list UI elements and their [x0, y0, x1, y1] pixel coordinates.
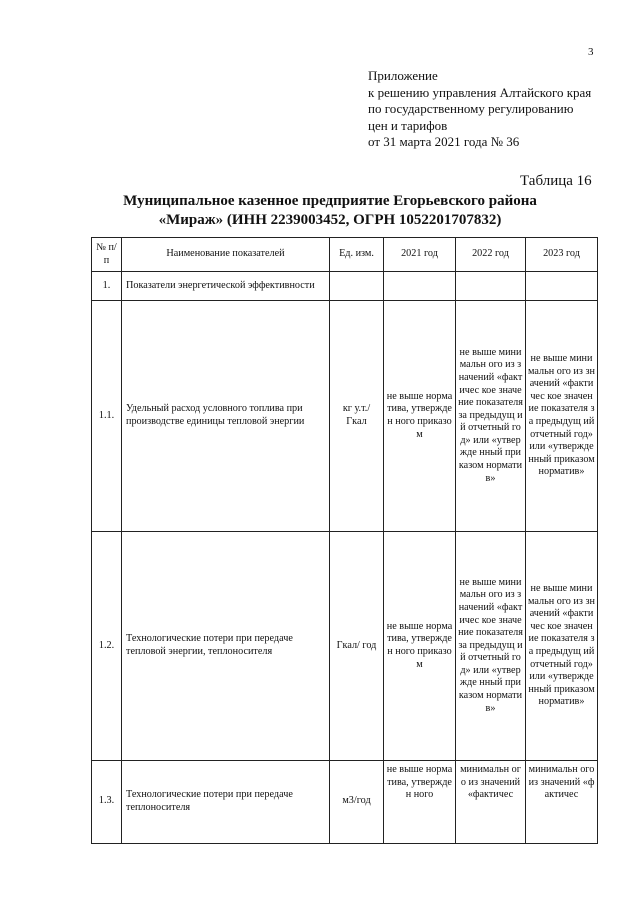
row-num: 1.3. — [92, 761, 122, 844]
row-num: 1.1. — [92, 301, 122, 532]
appendix-block — [368, 68, 591, 151]
appendix-line: Приложение — [368, 68, 438, 83]
table-row — [92, 761, 598, 844]
header-2022: 2022 год — [456, 238, 526, 272]
cell-text: минимальн ого из значений «фактичес — [460, 764, 521, 801]
row-2022: не выше минимальн ого из значений «фактичес кое значение показателя за предыдущ ий отчетный год» или «утвержде нный приказом норматив» — [456, 301, 526, 532]
row-2021: не выше норматива, утвержден ного приказом — [384, 301, 456, 532]
table-header-row — [92, 238, 598, 272]
indicators-table — [91, 237, 598, 844]
cell-text: минимальн ого из значений «фактичес — [528, 764, 595, 801]
row-2022 — [456, 272, 526, 301]
table-row — [92, 532, 598, 761]
row-2023: не выше минимальн ого из значений «фактичес кое значение показателя за предыдущ ий отчетный год» или «утвержде нный приказом норматив» — [526, 301, 598, 532]
row-2021 — [384, 761, 456, 844]
appendix-line: от 31 марта 2021 года № 36 — [368, 134, 520, 150]
row-num: 1. — [92, 272, 122, 301]
row-2021 — [384, 272, 456, 301]
appendix-line: к решению управления Алтайского края — [368, 84, 592, 100]
header-name: Наименование показателей — [122, 238, 330, 272]
row-2023 — [526, 272, 598, 301]
row-unit: кг у.т./ Гкал — [330, 301, 384, 532]
appendix-line: цен и тарифов — [368, 117, 448, 133]
row-2022: не выше минимальн ого из значений «фактичес кое значение показателя за предыдущ ий отчетный год» или «утвержде нный приказом норматив» — [456, 532, 526, 761]
row-unit: Гкал/ год — [330, 532, 384, 761]
row-num: 1.2. — [92, 532, 122, 761]
row-2023 — [526, 761, 598, 844]
row-name: Технологические потери при передаче тепловой энергии, теплоносителя — [122, 532, 330, 761]
row-name: Показатели энергетической эффективности — [122, 272, 330, 301]
header-2023: 2023 год — [526, 238, 598, 272]
row-2022 — [456, 761, 526, 844]
page-number: 3 — [588, 46, 594, 58]
appendix-line: по государственному регулированию — [368, 101, 574, 117]
title-line-2: «Мираж» (ИНН 2239003452, ОГРН 1052201707832) — [158, 212, 502, 228]
header-unit: Ед. изм. — [330, 238, 384, 272]
table-row — [92, 272, 598, 301]
document-title — [100, 192, 560, 230]
table-row — [92, 301, 598, 532]
row-name: Удельный расход условного топлива при производстве единицы тепловой энергии — [122, 301, 330, 532]
row-2023: не выше минимальн ого из значений «фактичес кое значение показателя за предыдущ ий отчетный год» или «утвержде нный приказом норматив» — [526, 532, 598, 761]
row-unit: м3/год — [330, 761, 384, 844]
row-name: Технологические потери при передаче теплоносителя — [122, 761, 330, 844]
title-line-1: Муниципальное казенное предприятие Егорьевского района — [123, 193, 537, 209]
row-unit — [330, 272, 384, 301]
table-label: Таблица 16 — [520, 173, 592, 189]
header-2021: 2021 год — [384, 238, 456, 272]
row-2021: не выше норматива, утвержден ного приказом — [384, 532, 456, 761]
cell-text: не выше норматива, утвержден ного — [386, 764, 453, 801]
header-num: № п/п — [92, 238, 122, 272]
